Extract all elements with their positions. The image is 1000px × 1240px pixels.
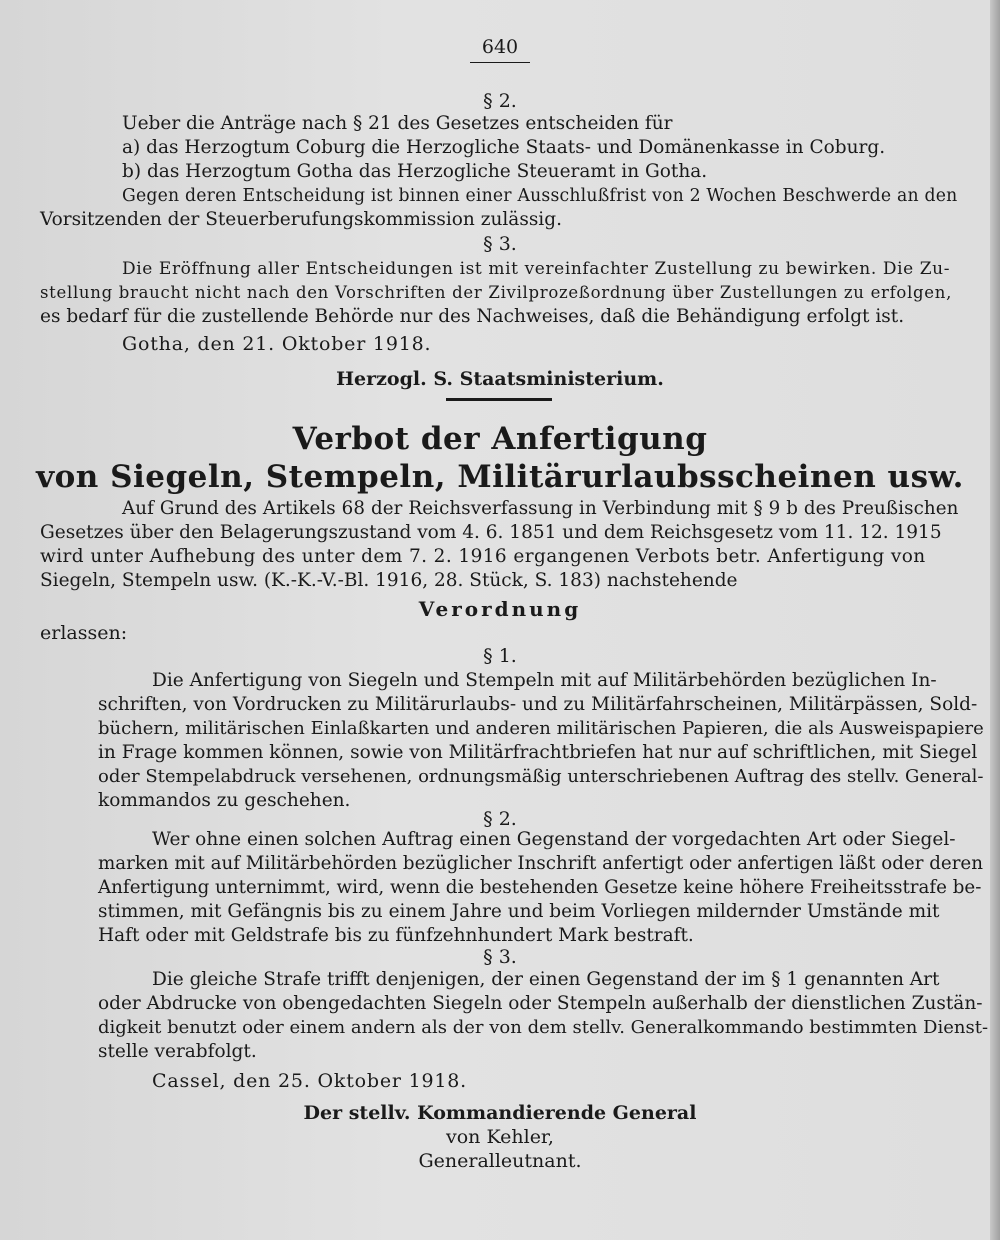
text-line: Siegeln, Stempeln usw. (K.-K.-V.-Bl. 1916, 28. Stück, S. 183) nachstehende: [40, 570, 738, 591]
text-line: Vorsitzenden der Steuerberufungskommission zulässig.: [40, 209, 562, 230]
text-line: Die gleiche Strafe trifft denjenigen, der einen Gegenstand der im § 1 genannten Art: [152, 969, 940, 990]
text-line: Auf Grund des Artikels 68 der Reichsverfassung in Verbindung mit § 9 b des Preußischen: [122, 498, 959, 519]
text-line: Die Eröffnung aller Entscheidungen ist mit vereinfachter Zustellung zu bewirken. Die Zu-: [122, 259, 951, 279]
decree-intro: [40, 497, 960, 593]
verordnung-heading: Verordnung: [418, 597, 582, 621]
text-line: es bedarf für die zustellende Behörde nur des Nachweises, daß die Behändigung erfolgt ist.: [40, 306, 905, 327]
decree-title-line1: Verbot der Anfertigung: [292, 421, 708, 457]
text-line: in Frage kommen können, sowie von Militärfrachtbriefen hat nur auf schriftlichen, mit Siegel: [98, 742, 978, 763]
text-line: stimmen, mit Gefängnis bis zu einem Jahre und beim Vorliegen mildernder Umstände mit: [98, 901, 940, 922]
text-line: schriften, von Vordrucken zu Militärurlaubs- und zu Militärfahrscheinen, Militärpässen, Sold-: [98, 694, 978, 715]
text-line: Wer ohne einen solchen Auftrag einen Gegenstand der vorgedachten Art oder Siegel-: [152, 829, 956, 850]
signatory-name: von Kehler,: [446, 1126, 554, 1148]
text-line: Anfertigung unternimmt, wird, wenn die bestehenden Gesetze keine höhere Freiheitsstrafe be-: [98, 877, 982, 898]
signatory-rank: Generalleutnant.: [418, 1150, 582, 1172]
page-edge-shadow: [990, 0, 1000, 1240]
decree-s1-body: [98, 669, 988, 813]
erlassen-text: erlassen:: [40, 622, 128, 644]
text-line: Gegen deren Entscheidung ist binnen einer Ausschlußfrist von 2 Wochen Beschwerde an den: [122, 186, 958, 206]
text-line: oder Abdrucke von obengedachten Siegeln oder Stempeln außerhalb der dienstlichen Zustän-: [98, 993, 983, 1014]
date-line: Gotha, den 21. Oktober 1918.: [122, 333, 432, 355]
decree-title-line2: von Siegeln, Stempeln, Militärurlaubsscheinen usw.: [36, 459, 964, 495]
page-number: 640: [481, 36, 519, 58]
text-line: marken mit auf Militärbehörden bezüglicher Inschrift anfertigt oder anfertigen läßt oder deren: [98, 853, 983, 874]
signatory-title: Der stellv. Kommandierende General: [303, 1102, 697, 1124]
section-divider: [446, 398, 552, 401]
text-line: digkeit benutzt oder einem andern als der von dem stellv. Generalkommando bestimmten Dienst-: [98, 1017, 989, 1038]
authority-signature: Herzogl. S. Staatsministerium.: [336, 368, 664, 390]
text-line: stelle verabfolgt.: [98, 1041, 257, 1062]
decree-heading-s3: § 3.: [483, 946, 517, 968]
section1-s2-body: [40, 112, 960, 232]
decree-date-line: Cassel, den 25. Oktober 1918.: [152, 1070, 467, 1092]
page-number-rule: [470, 62, 530, 63]
text-line: b) das Herzogtum Gotha das Herzogliche Steueramt in Gotha.: [122, 161, 708, 182]
text-line: a) das Herzogtum Coburg die Herzogliche Staats- und Domänenkasse in Coburg.: [122, 137, 886, 158]
decree-s3-body: [98, 968, 988, 1064]
section-heading-s3: § 3.: [483, 233, 517, 255]
text-line: büchern, militärischen Einlaßkarten und anderen militärischen Papieren, die als Ausweispapiere: [98, 718, 984, 739]
section1-s3-body: [40, 257, 960, 329]
text-line: Ueber die Anträge nach § 21 des Gesetzes entscheiden für: [122, 113, 673, 134]
text-line: stellung braucht nicht nach den Vorschriften der Zivilprozeßordnung über Zustellungen zu erfolgen,: [40, 283, 953, 302]
text-line: Gesetzes über den Belagerungszustand vom 4. 6. 1851 und dem Reichsgesetz vom 11. 12. 1915: [40, 522, 942, 543]
text-line: Haft oder mit Geldstrafe bis zu fünfzehnhundert Mark bestraft.: [98, 925, 694, 946]
text-line: kommandos zu geschehen.: [98, 790, 351, 811]
text-line: Die Anfertigung von Siegeln und Stempeln mit auf Militärbehörden bezüglichen In-: [152, 670, 937, 691]
decree-s2-body: [98, 828, 988, 948]
decree-heading-s1: § 1.: [483, 645, 517, 667]
text-line: wird unter Aufhebung des unter dem 7. 2. 1916 ergangenen Verbots betr. Anfertigung von: [40, 546, 926, 567]
decree-heading-s2: § 2.: [483, 808, 517, 830]
text-line: oder Stempelabdruck versehenen, ordnungsmäßig unterschriebenen Auftrag des stellv. General-: [98, 766, 984, 787]
section-heading-s2: § 2.: [483, 90, 517, 112]
